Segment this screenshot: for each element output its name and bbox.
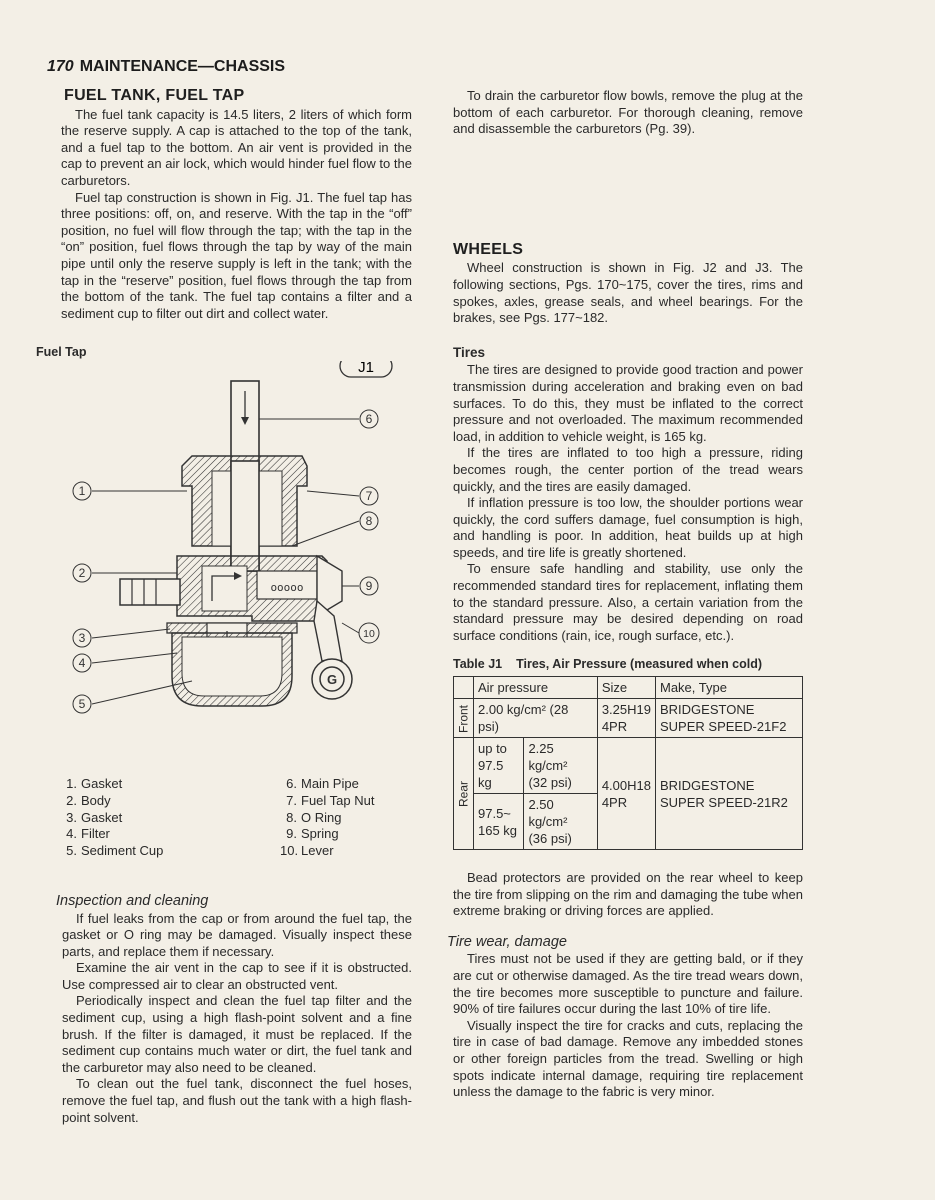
tires-paragraph-2: If the tires are inflated to too high a pressure, riding becomes rough, the center portion of the tread wears quickly, and the tires are easily damaged. <box>453 445 803 494</box>
rear-pressure-2: 2.50 kg/cm² (36 psi) <box>524 794 597 850</box>
tire-wear-paragraph-2: Visually inspect the tire for cracks and cuts, replacing the tire in case of bad damage. Remove any imbedded stones or other foreign particles from the tread. Swelling or high spots indicate internal damage, requiring tire replacement unless the damage to the fabric is very minor. <box>453 1017 803 1100</box>
page-header <box>47 58 285 76</box>
tires-paragraph-1: The tires are designed to provide good traction and power transmission during acceleration and braking even on bad surfaces. To do this, they must be inflated to the correct pressure and not overloaded. The maximum recommended load, in addition to vehicle weight, is 165 kg. <box>453 362 803 444</box>
bead-paragraph: Bead protectors are provided on the rear wheel to keep the tire from slipping on the rim and damaging the tube when extreme braking or driving forces are applied. <box>453 870 803 919</box>
header-size: Size <box>597 677 655 699</box>
rear-make: BRIDGESTONE SUPER SPEED-21R2 <box>656 738 803 850</box>
inspection-paragraph-2: Examine the air vent in the cap to see if it is obstructed. Use compressed air to clear an obstructed vent. <box>62 960 412 992</box>
header-make: Make, Type <box>656 677 803 699</box>
part-item: 9. Spring <box>286 826 339 842</box>
part-item: 1. Gasket <box>66 775 123 791</box>
callout-3: 3 <box>78 630 86 645</box>
callout-9: 9 <box>365 578 373 593</box>
part-item: 4. Filter <box>66 826 110 842</box>
drain-paragraph: To drain the carburetor flow bowls, remove the plug at the bottom of each carburetor. For thorough cleaning, remove and disassemble the carburetors (Pg. 39). <box>453 88 803 137</box>
part-item: 2. Body <box>66 792 111 808</box>
svg-text:G: G <box>326 671 338 687</box>
wheels-paragraph: Wheel construction is shown in Fig. J2 and J3. The following sections, Pgs. 170~175, cover the tires, rims and spokes, axles, grease seals, and wheel bearings. For the brakes, see Pgs. 177~182. <box>453 260 803 326</box>
fuel-tank-paragraph-1: The fuel tank capacity is 14.5 liters, 2 liters of which form the reserve supply. A cap is attached to the top of the tank, and a fuel tap to the bottom. An air vent is provided in the cap to prevent an air lock, which would hinder fuel flow to the carburetors. <box>61 106 412 188</box>
table-row <box>454 677 803 699</box>
header-pressure: Air pressure <box>474 677 598 699</box>
table-caption <box>453 656 803 673</box>
front-pressure: 2.00 kg/cm² (28 psi) <box>474 699 598 738</box>
svg-text:ooooo: ooooo <box>270 580 304 594</box>
wheels-heading: WHEELS <box>453 240 524 258</box>
callout-10: 10 <box>363 627 375 640</box>
callout-8: 8 <box>365 513 373 528</box>
inspection-paragraph-1: If fuel leaks from the cap or from around the fuel tap, the gasket or O ring may be damaged. Visually inspect these parts, and replace them if necessary. <box>62 910 412 959</box>
part-item: 3. Gasket <box>66 809 123 825</box>
tires-heading: Tires <box>453 344 486 360</box>
tires-paragraph-3: If inflation pressure is too low, the shoulder portions wear quickly, the cord suffers damage, fuel consumption is high, and handling is poor. In addition, heat builds up at high speeds, and tire life is greatly shortened. <box>453 495 803 560</box>
inspection-paragraph-3: Periodically inspect and clean the fuel tap filter and the sediment cup, using a high flash-point solvent and a fine brush. If the filter is damaged, it must be replaced. If the sediment cup contains much water or dirt, the fuel tank and the carburetor may also need to be cleaned. <box>62 993 412 1075</box>
right-column <box>447 88 803 1101</box>
fuel-tank-heading: FUEL TANK, FUEL TAP <box>64 87 245 104</box>
table-id: Table J1 <box>453 657 503 672</box>
section-title: MAINTENANCE—CHASSIS <box>79 58 286 75</box>
table-row <box>454 738 803 794</box>
parts-list <box>60 776 412 881</box>
table-row <box>454 699 803 738</box>
page-number: 170 <box>47 58 74 75</box>
part-item: 8. O Ring <box>286 809 342 825</box>
callout-2: 2 <box>78 565 86 580</box>
fuel-tank-paragraph-2: Fuel tap construction is shown in Fig. J1. The fuel tap has three positions: off, on, and reserve. With the tap in the “off” position, no fuel will flow through the tap; with the tap in the “on” position, fuel flows through the tap by way of the main pipe until only the reserve supply is left in the tank; with the tap in the “reserve” position, fuel flows through the tap from the bottom of the tank. The fuel tap contains a filter and a sediment cup to filter out dirt and collect water. <box>61 189 412 321</box>
part-item: 6. Main Pipe <box>286 775 359 791</box>
part-item: 10. Lever <box>280 843 334 859</box>
part-item: 7. Fuel Tap Nut <box>286 792 375 808</box>
rear-label: Rear <box>454 738 474 850</box>
front-size: 3.25H19 4PR <box>597 699 655 738</box>
callout-6: 6 <box>365 411 373 426</box>
rear-pressure-1: 2.25 kg/cm² (32 psi) <box>524 738 597 794</box>
figure-label: Fuel Tap <box>36 345 87 360</box>
table-caption-text: Tires, Air Pressure (measured when cold) <box>516 657 763 672</box>
callout-4: 4 <box>78 655 86 670</box>
part-item: 5. Sediment Cup <box>66 843 164 859</box>
rear-load-1: up to 97.5 kg <box>474 738 524 794</box>
inspection-heading: Inspection and cleaning <box>56 892 209 909</box>
left-column <box>36 87 412 1126</box>
callout-7: 7 <box>365 488 373 503</box>
rear-size: 4.00H18 4PR <box>597 738 655 850</box>
front-label: Front <box>454 699 474 738</box>
fuel-tap-diagram <box>52 361 402 766</box>
callout-1: 1 <box>78 483 86 498</box>
tire-wear-heading: Tire wear, damage <box>447 933 567 950</box>
tire-wear-paragraph-1: Tires must not be used if they are getting bald, or if they are cut or otherwise damaged. As the tire tread wears down, the tire becomes more susceptible to puncture and failure. 90% of tire failures occur during the last 10% of tire life. <box>453 951 803 1017</box>
tire-pressure-table <box>453 676 803 850</box>
inspection-paragraph-4: To clean out the fuel tank, disconnect the fuel hoses, remove the fuel tap, and flush out the tank with a high flash-point solvent. <box>62 1076 412 1125</box>
tires-paragraph-4: To ensure safe handling and stability, use only the recommended standard tires for replacement, inflating them to the standard pressure. Also, a certain variation from the standard pressure may be desired depending on road surface conditions (rain, ice, rough surface, etc.). <box>453 561 803 643</box>
front-make: BRIDGESTONE SUPER SPEED-21F2 <box>656 699 803 738</box>
figure-id: J1 <box>358 360 374 376</box>
rear-load-2: 97.5~ 165 kg <box>474 794 524 850</box>
callout-5: 5 <box>78 696 86 711</box>
fuel-tap-drawing <box>52 361 402 766</box>
